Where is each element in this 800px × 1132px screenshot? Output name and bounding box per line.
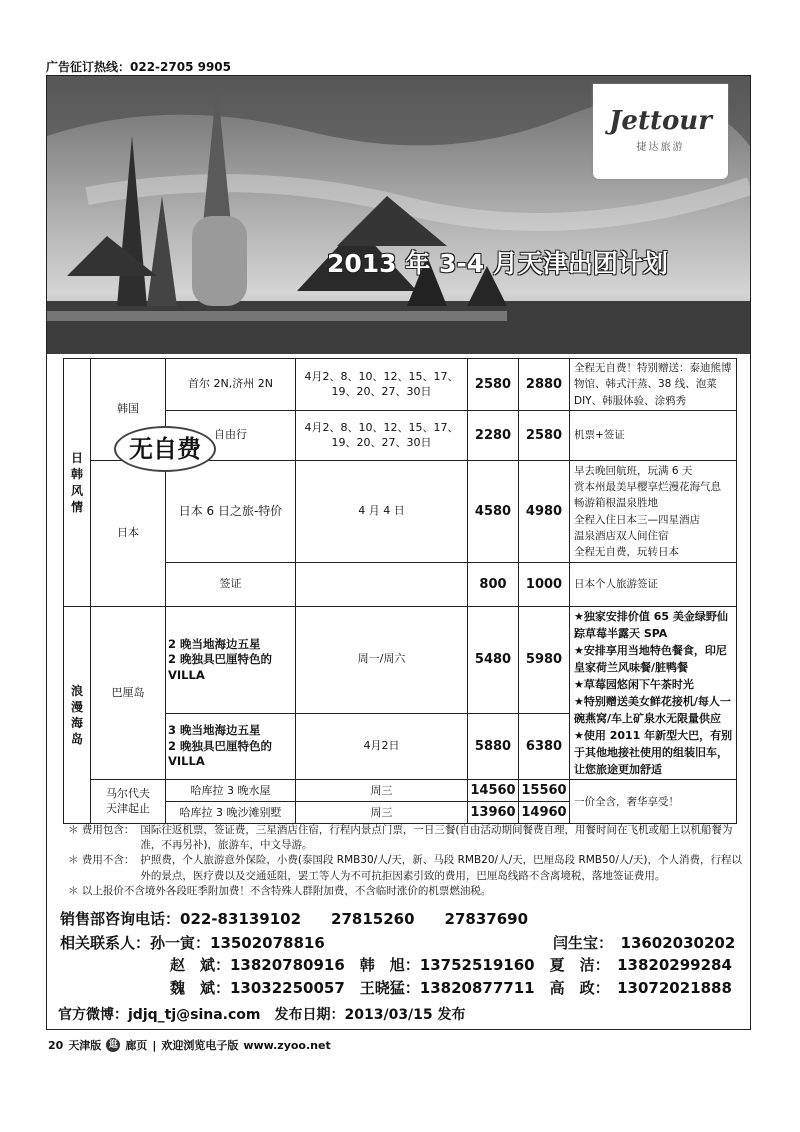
- product-name: 自由行: [166, 411, 296, 461]
- departure-dates: 4 月 4 日: [296, 461, 468, 563]
- price-adult: 4580: [468, 461, 519, 563]
- price-peak: 6380: [519, 713, 570, 780]
- product-name: 签证: [166, 563, 296, 607]
- departure-dates: [296, 563, 468, 607]
- product-name: 哈库拉 3 晚沙滩别墅: [166, 802, 296, 824]
- tour-note: 一价全含，奢华享受！: [570, 780, 737, 824]
- fee-include: ＊ 费用包含： 国际往返机票，签证费，三星酒店住宿，行程内景点门票，一日三餐(自由活动期间餐费自理，用餐时间在飞机或船上以机船餐为准，不再另补)，旅游车，中文导游。: [68, 824, 733, 852]
- sales-phone: 销售部咨询电话：022-83139102 27815260 27837690: [60, 910, 529, 928]
- destination-japan: 日本: [91, 461, 166, 607]
- price-peak: 4980: [519, 461, 570, 563]
- group-label-islands: 浪漫海岛: [64, 607, 91, 824]
- price-adult: 5480: [468, 607, 519, 714]
- price-peak: 1000: [519, 563, 570, 607]
- price-adult: 5880: [468, 713, 519, 780]
- price-peak: 2880: [519, 359, 570, 411]
- contacts-row-1-right: 闫生宝： 13602030202: [553, 934, 736, 952]
- weibo-and-date: 官方微博：jdjq_tj@sina.com 发布日期：2013/03/15 发布: [58, 1007, 466, 1023]
- price-peak: 15560: [519, 780, 570, 802]
- tour-note: 机票+签证: [570, 411, 737, 461]
- logo-wordmark: Jettour: [609, 106, 712, 136]
- no-extra-fee-bubble: 无自费: [116, 428, 214, 470]
- departure-dates: 周三: [296, 802, 468, 824]
- page-number: 20: [48, 1038, 64, 1052]
- destination-korea: 韩国: [91, 359, 166, 461]
- separator: |: [152, 1038, 157, 1052]
- departure-dates: 4月2、8、10、12、15、17、19、20、27、30日: [296, 411, 468, 461]
- tour-note: 日本个人旅游签证: [570, 563, 737, 607]
- jettour-logo: [593, 84, 728, 179]
- edition: 天津版: [68, 1039, 102, 1052]
- banner: [47, 76, 750, 354]
- price-peak: 2580: [519, 411, 570, 461]
- fee-notes: [68, 823, 748, 899]
- tour-note: ★独家安排价值 65 美金绿野仙踪草莓半露天 SPA ★安排享用当地特色餐食，印尼皇家荷兰风味餐/脏鸭餐 ★草莓园悠闲下午茶时光 ★特别赠送美女鲜花接机/每人一碗燕窝/车上矿泉水无限量供应 ★使用 2011 年新型大巴，有别于其他地接社使用的组装旧车，让您旅途更加舒适: [570, 607, 737, 780]
- product-name: 哈库拉 3 晚水屋: [166, 780, 296, 802]
- price-peak: 5980: [519, 607, 570, 714]
- welcome-text: 欢迎浏览电子版: [161, 1039, 239, 1052]
- contacts-row-1: 相关联系人：孙一寅：13502078816: [60, 934, 325, 952]
- price-adult: 14560: [468, 780, 519, 802]
- price-adult: 13960: [468, 802, 519, 824]
- departure-dates: 4月2、8、10、12、15、17、19、20、27、30日: [296, 359, 468, 411]
- section-name: 廊页: [125, 1039, 148, 1052]
- fee-extra: ＊ 以上报价不含境外各段旺季附加费！不含特殊人群附加费，不含临时涨价的机票燃油税。: [68, 884, 492, 897]
- tour-note: 全程无自费！特别赠送：泰迪熊博物馆、韩式汗蒸、38 线、泡菜 DIY、韩服体验、涂鸦秀: [570, 359, 737, 411]
- product-name: 2 晚当地海边五星 2 晚独具巴厘特色的 VILLA: [166, 607, 296, 714]
- table-row: [64, 607, 737, 714]
- ad-hotline: 广告征订热线：022-2705 9905: [46, 60, 232, 74]
- website-link[interactable]: www.zyoo.net: [243, 1038, 331, 1052]
- brand-badge-icon: 逛: [106, 1038, 120, 1052]
- fee-exclude: ＊ 费用不含： 护照费，个人旅游意外保险，小费(泰国段 RMB30/人/天，新、马段 RMB20/人/天，巴厘岛段 RMB50/人/天)，个人消费，行程以外的景点，医疗费以及交通延阻，罢工等人为不可抗拒因素引致的费用，巴厘岛线路不含离境税，落地签证费用。: [68, 854, 743, 882]
- table-row: [64, 461, 737, 563]
- departure-dates: 4月2日: [296, 713, 468, 780]
- table-row: [64, 359, 737, 411]
- contacts-row-3: 魏 斌：13032250057 王晓猛：13820877711 高 政： 13072021888: [170, 979, 732, 997]
- banner-title: 2013 年 3-4 月天津出团计划: [327, 249, 668, 278]
- table-row: [64, 780, 737, 802]
- price-adult: 800: [468, 563, 519, 607]
- tour-note: 早去晚回航班，玩满 6 天 赏本州最美早樱享烂漫花海气息 畅游箱根温泉胜地 全程入住日本三—四星酒店 温泉酒店双人间住宿 全程无自费，玩转日本: [570, 461, 737, 563]
- product-name: 日本 6 日之旅-特价: [166, 461, 296, 563]
- destination-bali: 巴厘岛: [91, 607, 166, 780]
- price-adult: 2580: [468, 359, 519, 411]
- price-adult: 2280: [468, 411, 519, 461]
- logo-subtitle: 捷达旅游: [636, 142, 685, 153]
- product-name: 首尔 2N,济州 2N: [166, 359, 296, 411]
- departure-dates: 周一/周六: [296, 607, 468, 714]
- price-peak: 14960: [519, 802, 570, 824]
- contacts-row-2: 赵 斌：13820780916 韩 旭：13752519160 夏 洁： 13820299284: [170, 956, 732, 974]
- group-label-japan-korea: 日韩风情: [64, 359, 91, 607]
- destination-maldives: 马尔代夫 天津起止: [91, 780, 166, 824]
- departure-dates: 周三: [296, 780, 468, 802]
- product-name: 3 晚当地海边五星 2 晚独具巴厘特色的 VILLA: [166, 713, 296, 780]
- page-footer: [48, 1037, 331, 1053]
